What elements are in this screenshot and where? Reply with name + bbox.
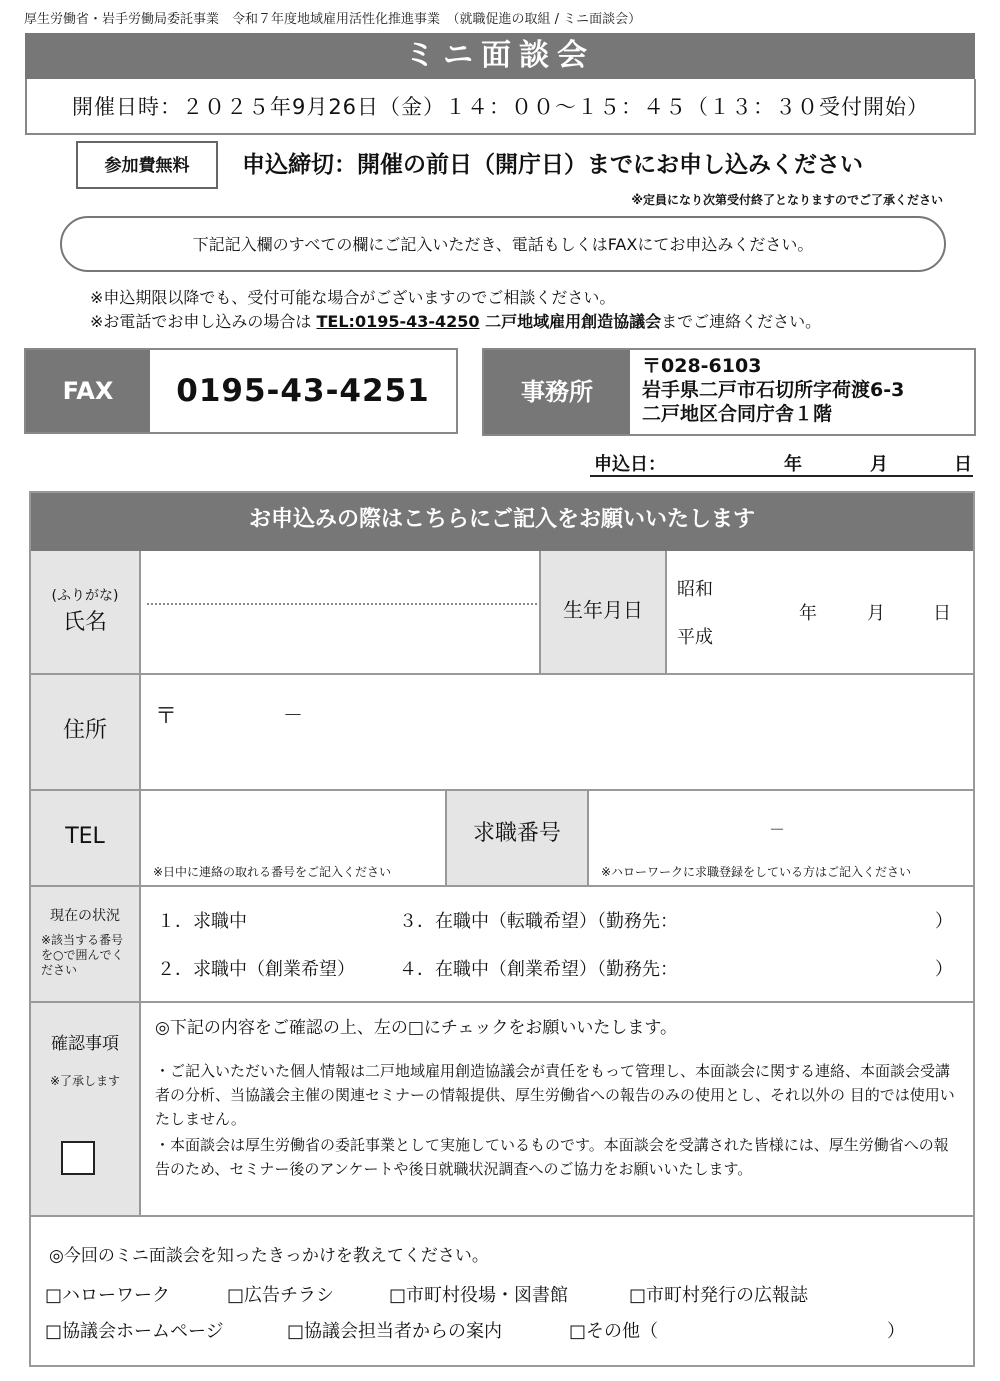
capacity-note: ※定員になり次第受付終了となりますのでご了承ください [631, 193, 943, 207]
job-no-note: ※ハローワークに求職登録をしている方はご記入ください [601, 865, 912, 879]
status-option-1[interactable]: １．求職中 [157, 911, 247, 932]
status-option-4[interactable]: ４．在職中（創業希望）（勤務先： [399, 959, 678, 980]
job-no-label-cell [445, 791, 589, 887]
phone-number[interactable]: TEL:0195-43-4250 [316, 312, 480, 331]
confirm-paragraph-2: ・本面談会は厚生労働省の委託事業として実施しているものです。本面談会を受講された皆様には、厚生労働省への報告のため、セミナー後のアンケートや後日就職状況調査へのご協力をお願いいたします。 [155, 1136, 949, 1178]
fax-box [24, 348, 458, 434]
name-label: 氏名 [62, 610, 107, 635]
postal-dash: － [283, 703, 303, 727]
office-box [482, 348, 976, 436]
other-paren-close: ） [887, 1321, 905, 1342]
tel-label: TEL [65, 824, 105, 849]
note-line-2-post: までご連絡ください。 [661, 312, 822, 331]
confirm-note: ※了承します [49, 1074, 121, 1088]
apply-date-field[interactable] [590, 448, 973, 477]
note-line-2-pre: ※お電話でお申し込みの場合は [90, 312, 317, 331]
address-input[interactable] [141, 675, 973, 789]
birth-year: 年 [799, 603, 817, 624]
status-label-cell [31, 887, 141, 1003]
org-name: 二戸地域雇用創造協議会 [479, 312, 662, 331]
note-line-1: ※申込期限以降でも、受付可能な場合がございますのでご相談ください。 [90, 288, 616, 307]
event-date: 開催日時：２０２５年9月26日（金）１４：００～１５：４５（１３：３０受付開始） [25, 79, 976, 135]
name-label-cell [31, 551, 141, 675]
status-note: ※該当する番号を○で囲んでください [41, 933, 124, 977]
address-label-cell [31, 675, 141, 791]
fax-label: FAX [26, 350, 150, 432]
apply-date-label: 申込日： [594, 454, 666, 475]
application-form [29, 491, 975, 1367]
fee-badge: 参加費無料 [76, 141, 218, 189]
status-option-2[interactable]: ２．求職中（創業希望） [157, 959, 355, 980]
source-option-other[interactable]: □その他（ [569, 1321, 659, 1342]
header-top-line: 厚生労働省・岩手労働局委託事業 令和７年度地域雇用活性化推進事業 （就職促進の取組 / ミニ面談会） [24, 12, 642, 27]
source-option-city-hall[interactable]: □市町村役場・図書館 [389, 1285, 569, 1306]
address-label: 住所 [62, 718, 107, 743]
office-label: 事務所 [484, 350, 630, 434]
apply-date-day: 日 [954, 454, 972, 475]
office-postal: 〒028-6103 [642, 355, 762, 377]
confirm-label-cell [31, 1003, 141, 1217]
job-no-label: 求職番号 [472, 821, 561, 846]
birth-month: 月 [867, 603, 885, 624]
source-question: ◎今回のミニ面談会を知ったきっかけを教えてください。 [49, 1246, 489, 1266]
paren-close-3: ） [935, 911, 953, 932]
deadline-text: 申込締切：開催の前日（開庁日）までにお申し込みください [242, 152, 863, 178]
office-address-line-2: 二戸地区合同庁舎１階 [642, 403, 833, 425]
tel-note: ※日中に連絡の取れる番号をご記入ください [153, 865, 392, 879]
status-option-3[interactable]: ３．在職中（転職希望）（勤務先： [399, 911, 678, 932]
tel-label-cell [31, 791, 141, 887]
office-address [630, 350, 974, 434]
source-option-website[interactable]: □協議会ホームページ [45, 1321, 224, 1342]
confirm-heading: ◎下記の内容をご確認の上、左の□にチェックをお願いいたします。 [155, 1018, 678, 1038]
birth-label-cell [539, 551, 667, 675]
confirm-checkbox[interactable] [61, 1141, 95, 1175]
fax-number: 0195-43-4251 [176, 373, 430, 409]
status-label: 現在の状況 [50, 908, 120, 924]
apply-date-year: 年 [784, 454, 802, 475]
postal-mark: 〒 [155, 704, 178, 729]
confirm-paragraph-1: ・ご記入いただいた個人情報は二戸地域雇用創造協議会が責任をもって管理し、本面談会に関する連絡、本面談会受講者の分析、当協議会主催の関連セミナーの情報提供、厚生労働省への報告のみの使用とし、それ以外の 目的では使用いたしません。 [155, 1062, 955, 1128]
job-no-dash: － [769, 820, 786, 839]
era-showa[interactable]: 昭和 [677, 579, 713, 600]
era-heisei[interactable]: 平成 [677, 627, 713, 648]
birth-day: 日 [933, 603, 951, 624]
page-title: ミニ面談会 [25, 33, 975, 79]
note-line-2 [90, 310, 821, 334]
source-option-hellowork[interactable]: □ハローワーク [45, 1285, 171, 1306]
notes [90, 286, 821, 334]
name-input[interactable] [141, 605, 539, 671]
instruction-box: 下記記入欄のすべての欄にご記入いただき、電話もしくはFAXにてお申込みください。 [60, 216, 946, 272]
furigana-label: (ふりがな) [51, 588, 119, 604]
birth-label: 生年月日 [563, 598, 643, 622]
apply-date-month: 月 [870, 454, 888, 475]
source-option-bulletin[interactable]: □市町村発行の広報誌 [629, 1285, 809, 1306]
form-heading: お申込みの際はこちらにご記入をお願いいたします [31, 493, 973, 551]
source-option-flyer[interactable]: □広告チラシ [227, 1285, 335, 1306]
confirm-label: 確認事項 [51, 1034, 119, 1054]
paren-close-4: ） [935, 959, 953, 980]
office-address-line-1: 岩手県二戸市石切所字荷渡6-3 [642, 379, 905, 401]
source-option-staff[interactable]: □協議会担当者からの案内 [287, 1321, 503, 1342]
